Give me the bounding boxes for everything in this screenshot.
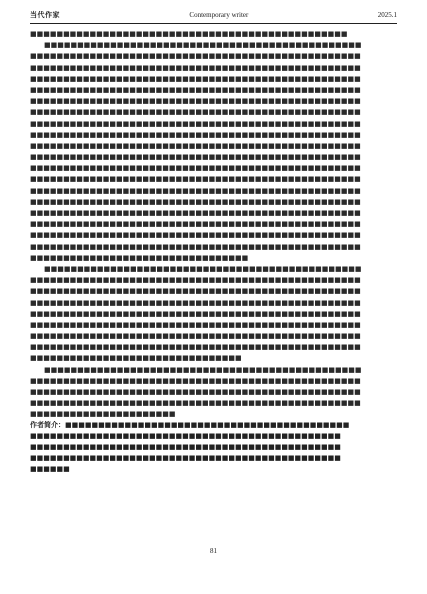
author-bio: [30, 420, 397, 475]
body-line: ■■■■■■■■■■■■■■■■■■■■■■■■■■■■■■■■■■■■■■■■■■■■■■■■■■: [30, 130, 361, 139]
header-divider: [30, 23, 397, 24]
body-line: ■■■■■■■■■■■■■■■■■■■■■■: [30, 410, 176, 419]
body-line: ■■■■■■■■■■■■■■■■■■■■■■■■■■■■■■■■■■■■■■■■■■■■■■■■■■: [30, 197, 361, 206]
bio-line: ■■■■■■■■■■■■■■■■■■■■■■■■■■■■■■■■■■■■■■■■■■■■■■■: [30, 432, 341, 440]
bio-text: ■■■■■■■■■■■■■■■■■■■■■■■■■■■■■■■■■■■■■■■■■■■: [65, 421, 350, 429]
bio-line: ■■■■■■■■■■■■■■■■■■■■■■■■■■■■■■■■■■■■■■■■■■■■■■■: [30, 454, 341, 462]
journal-name-cn: 当代作家: [30, 11, 60, 19]
body-line: ■■■■■■■■■■■■■■■■■■■■■■■■■■■■■■■■■■■■■■■■■■■■■■■■■■: [30, 175, 361, 184]
bio-label: 作者简介：: [30, 421, 65, 429]
body-line: ■■■■■■■■■■■■■■■■■■■■■■■■■■■■■■■■: [30, 354, 242, 363]
body-line: ■■■■■■■■■■■■■■■■■■■■■■■■■■■■■■■■■■■■■■■■■■■■■■■■■■: [30, 85, 361, 94]
body-line: ■■■■■■■■■■■■■■■■■■■■■■■■■■■■■■■■■■■■■■■■■■■■■■■■■■: [30, 74, 361, 83]
body-line: ■■■■■■■■■■■■■■■■■■■■■■■■■■■■■■■■■■■■■■■■■■■■■■■■■■: [30, 287, 361, 296]
body-line: ■■■■■■■■■■■■■■■■■■■■■■■■■■■■■■■■■■■■■■■■■■■■■■■■■■: [30, 153, 361, 162]
body-line: ■■■■■■■■■■■■■■■■■■■■■■■■■■■■■■■■■■■■■■■■■■■■■■■■■■: [30, 119, 361, 128]
body-line: ■■■■■■■■■■■■■■■■■■■■■■■■■■■■■■■■■■■■■■■■■■■■■■■■■■: [30, 97, 361, 106]
body-line: ■■■■■■■■■■■■■■■■■■■■■■■■■■■■■■■■■■■■■■■■■■■■■■■■: [44, 264, 362, 273]
issue-number: 2025.1: [377, 11, 397, 19]
body-line: ■■■■■■■■■■■■■■■■■■■■■■■■■■■■■■■■■■■■■■■■■■■■■■■■: [44, 41, 362, 50]
body-line: ■■■■■■■■■■■■■■■■■■■■■■■■■■■■■■■■■■■■■■■■■■■■■■■■: [44, 365, 362, 374]
body-line: ■■■■■■■■■■■■■■■■■■■■■■■■■■■■■■■■■■■■■■■■■■■■■■■■■■: [30, 242, 361, 251]
bio-line: ■■■■■■■■■■■■■■■■■■■■■■■■■■■■■■■■■■■■■■■■■■■■■■■: [30, 443, 341, 451]
page-number: 81: [210, 547, 217, 555]
body-line: ■■■■■■■■■■■■■■■■■■■■■■■■■■■■■■■■■■■■■■■■■■■■■■■■■■: [30, 141, 361, 150]
body-line: ■■■■■■■■■■■■■■■■■■■■■■■■■■■■■■■■■■■■■■■■■■■■■■■■■■: [30, 309, 361, 318]
body-line: ■■■■■■■■■■■■■■■■■■■■■■■■■■■■■■■■■■■■■■■■■■■■■■■■■■: [30, 376, 361, 385]
body-line: ■■■■■■■■■■■■■■■■■■■■■■■■■■■■■■■■■■■■■■■■■■■■■■■■■■: [30, 164, 361, 173]
bio-line: [30, 420, 397, 431]
body-line: ■■■■■■■■■■■■■■■■■■■■■■■■■■■■■■■■■■■■■■■■■■■■■■■■■■: [30, 388, 361, 396]
body-line: ■■■■■■■■■■■■■■■■■■■■■■■■■■■■■■■■■■■■■■■■■■■■■■■■■■: [30, 108, 361, 117]
body-line: ■■■■■■■■■■■■■■■■■■■■■■■■■■■■■■■■■■■■■■■■■■■■■■■■■■: [30, 399, 361, 408]
body-line: ■■■■■■■■■■■■■■■■■■■■■■■■■■■■■■■■■■■■■■■■■■■■■■■■■■: [30, 320, 361, 329]
body-line: ■■■■■■■■■■■■■■■■■■■■■■■■■■■■■■■■■■■■■■■■■■■■■■■■: [30, 30, 348, 38]
article-body: [30, 29, 397, 419]
body-line: ■■■■■■■■■■■■■■■■■■■■■■■■■■■■■■■■■■■■■■■■■■■■■■■■■■: [30, 209, 361, 217]
body-line: ■■■■■■■■■■■■■■■■■■■■■■■■■■■■■■■■■■■■■■■■■■■■■■■■■■: [30, 63, 361, 72]
body-line: ■■■■■■■■■■■■■■■■■■■■■■■■■■■■■■■■■■■■■■■■■■■■■■■■■■: [30, 231, 361, 240]
body-line: ■■■■■■■■■■■■■■■■■■■■■■■■■■■■■■■■■■■■■■■■■■■■■■■■■■: [30, 52, 361, 61]
running-header: [30, 8, 397, 22]
body-line: ■■■■■■■■■■■■■■■■■■■■■■■■■■■■■■■■■■■■■■■■■■■■■■■■■■: [30, 276, 361, 285]
bio-line: ■■■■■■: [30, 465, 70, 473]
body-line: ■■■■■■■■■■■■■■■■■■■■■■■■■■■■■■■■■■■■■■■■■■■■■■■■■■: [30, 332, 361, 341]
body-line: ■■■■■■■■■■■■■■■■■■■■■■■■■■■■■■■■■■■■■■■■■■■■■■■■■■: [30, 220, 361, 229]
body-line: ■■■■■■■■■■■■■■■■■■■■■■■■■■■■■■■■■: [30, 253, 249, 262]
journal-name-en: Contemporary writer: [189, 11, 249, 19]
body-line: ■■■■■■■■■■■■■■■■■■■■■■■■■■■■■■■■■■■■■■■■■■■■■■■■■■: [30, 186, 361, 195]
body-line: ■■■■■■■■■■■■■■■■■■■■■■■■■■■■■■■■■■■■■■■■■■■■■■■■■■: [30, 298, 361, 307]
body-line: ■■■■■■■■■■■■■■■■■■■■■■■■■■■■■■■■■■■■■■■■■■■■■■■■■■: [30, 343, 361, 352]
